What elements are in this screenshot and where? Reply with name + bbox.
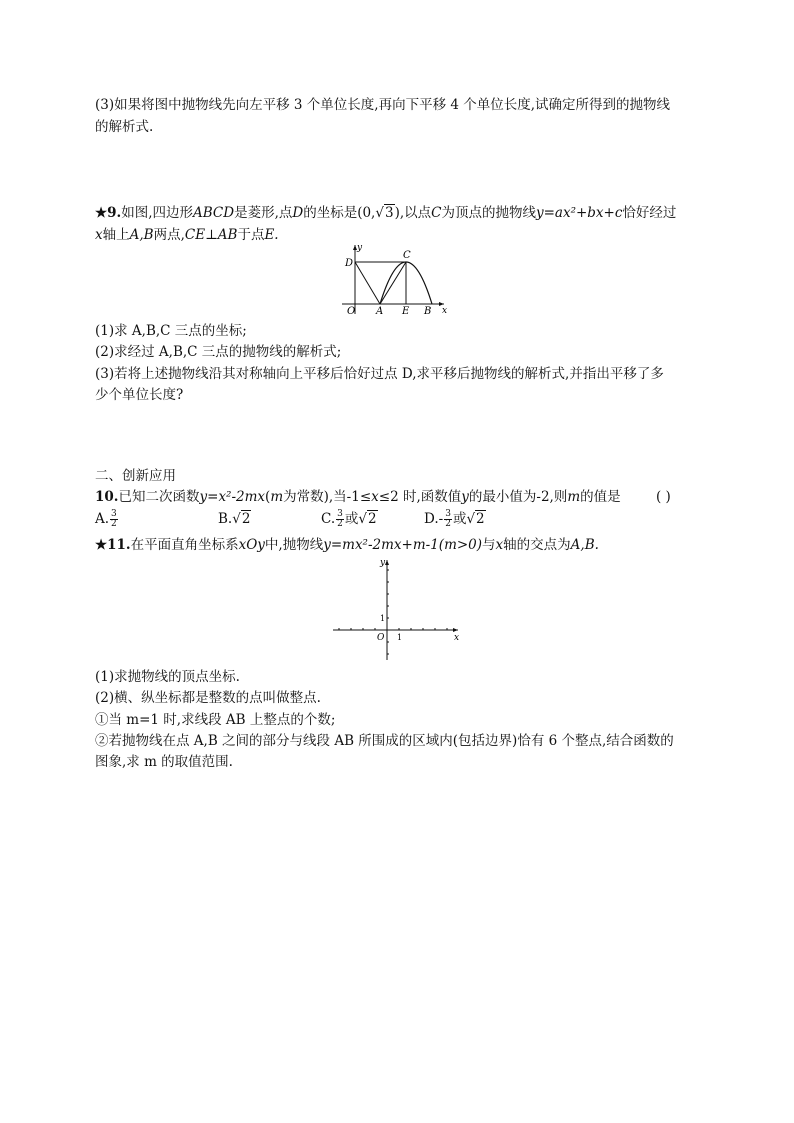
x-axis-arrow	[453, 628, 458, 632]
option-a[interactable]: A. $\frac{3}{2}$	[95, 509, 117, 529]
y-axis-arrow	[385, 560, 389, 565]
q10-stem: 10.已知二次函数y=x²-2mx(m为常数),当-1≤x≤2 时,函数值y的最小值为-2,则m的值是	[95, 489, 621, 505]
section-title: 二、创新应用	[95, 468, 176, 484]
label-E: E	[402, 306, 410, 317]
label-D: D	[345, 258, 354, 269]
label-B: B	[424, 306, 432, 317]
label-O: O	[377, 633, 385, 643]
answer-parenthesis: ( )	[656, 489, 671, 505]
q9-part2: (2)求经过 A,B,C 三点的抛物线的解析式;	[95, 344, 342, 360]
q9-part1: (1)求 A,B,C 三点的坐标;	[95, 323, 247, 339]
sqrt-3: √3	[375, 205, 394, 221]
q9-number: ★9.	[95, 205, 122, 221]
label-one-y: 1	[380, 614, 386, 623]
q10-number: 10.	[95, 489, 119, 505]
side-DA	[355, 262, 380, 304]
q11-formula: y=mx²-2mx+m-1	[323, 537, 439, 553]
label-C: C	[403, 250, 411, 261]
option-c[interactable]: C. $\frac{3}{2}$ 或√2	[321, 509, 377, 529]
label-one-x: 1	[397, 633, 403, 642]
q8-part3-line2: 的解析式.	[95, 119, 154, 135]
q11-sub2-line2: 图象,求 m 的取值范围.	[95, 754, 233, 770]
q10-options	[95, 510, 695, 534]
label-x: x	[454, 633, 460, 643]
q8-part3-line1: (3)如果将图中抛物线先向左平移 3 个单位长度,再向下平移 4 个单位长度,试确定所得到的抛物线	[95, 97, 671, 113]
label-x: x	[442, 306, 448, 316]
q11-number: ★11.	[95, 537, 131, 553]
label-A: A	[376, 306, 384, 317]
side-AC	[380, 262, 406, 304]
label-O: O	[347, 306, 356, 317]
q11-part2: (2)横、纵坐标都是整数的点叫做整点.	[95, 690, 321, 706]
q11-figure	[330, 556, 465, 664]
option-d[interactable]: D.- $\frac{3}{2}$ 或√2	[424, 509, 485, 529]
q11-sub1: ①当 m=1 时,求线段 AB 上整点的个数;	[95, 712, 336, 728]
q9-part3-line1: (3)若将上述抛物线沿其对称轴向上平移后恰好过点 D,求平移后抛物线的解析式,并指出平移了多	[95, 366, 664, 382]
option-b[interactable]: B.√2	[218, 511, 251, 527]
label-y: y	[357, 243, 363, 253]
q11-sub2-line1: ②若抛物线在点 A,B 之间的部分与线段 AB 所围成的区域内(包括边界)恰有 6 个整点,结合函数的	[95, 733, 674, 749]
q11-stem: ★11.在平面直角坐标系xOy中,抛物线y=mx²-2mx+m-1(m>0)与x轴的交点为A,B.	[95, 537, 599, 553]
q10-formula: y=x²-2mx	[199, 489, 266, 505]
q9-part3-line2: 少个单位长度?	[95, 387, 184, 403]
q9-formula: y=ax²+bx+c	[535, 205, 623, 221]
q9-stem-line2: x轴上A,B两点,CE⊥AB于点E.	[95, 227, 279, 243]
q11-part1: (1)求抛物线的顶点坐标.	[95, 669, 240, 685]
q9-figure	[340, 242, 450, 317]
label-y: y	[380, 558, 386, 568]
q9-stem-line1: ★9.如图,四边形ABCD是菱形,点D的坐标是(0,√3),以点C为顶点的抛物线y=ax²+bx+c恰好经过	[95, 205, 677, 221]
